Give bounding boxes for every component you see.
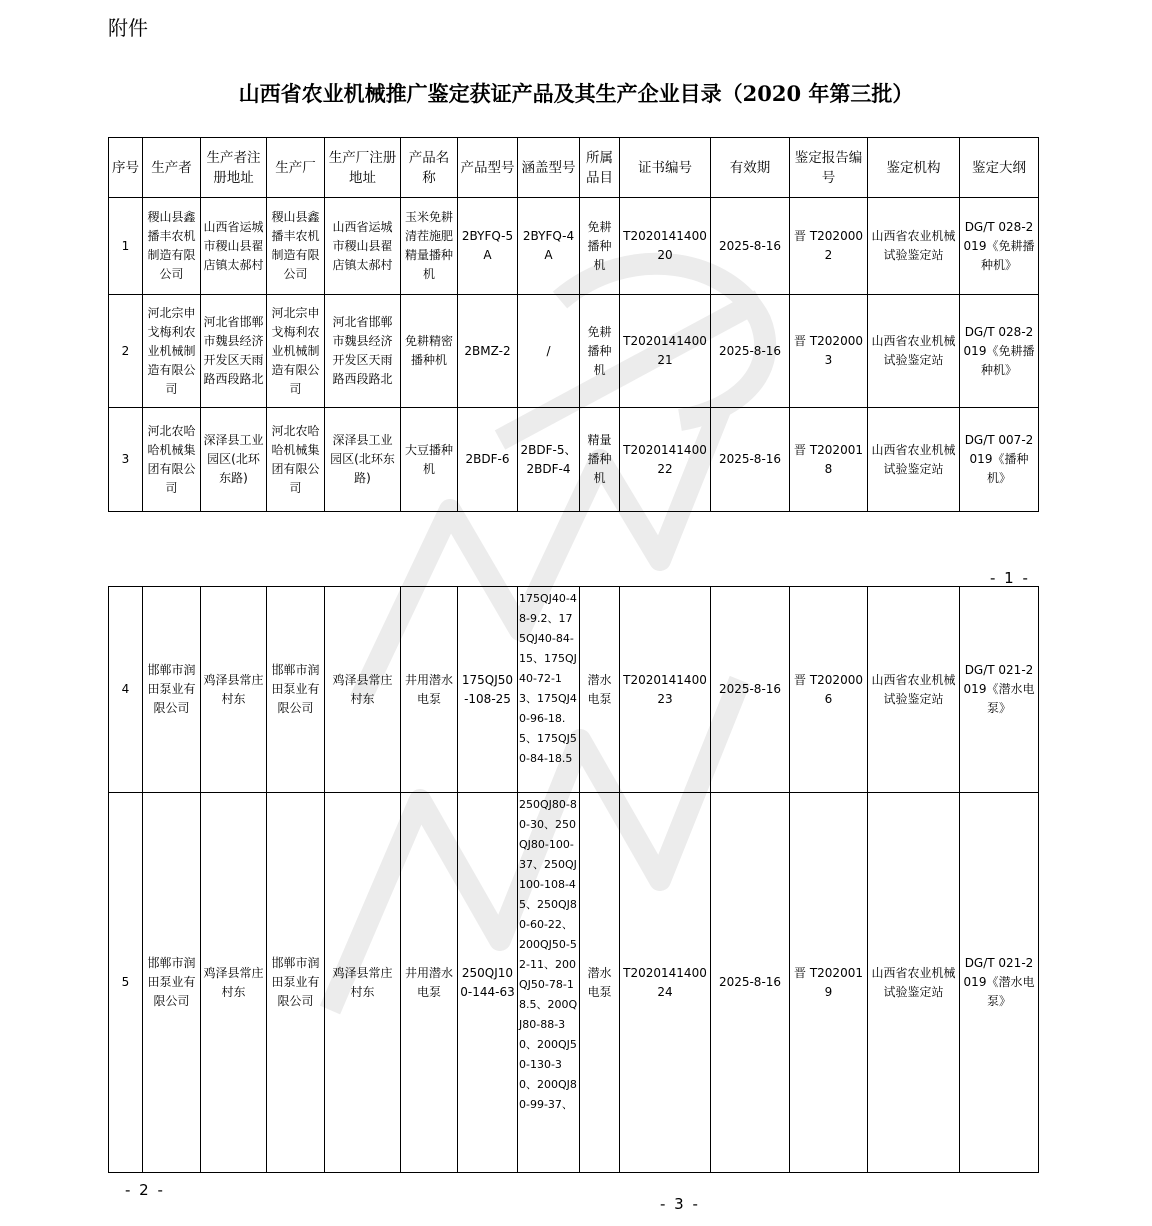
cell-report-no: 晋 T2020003 <box>790 295 868 408</box>
cell-report-no: 晋 T2020018 <box>790 408 868 512</box>
header-category: 所属品目 <box>580 138 620 198</box>
cell-report-no: 晋 T2020019 <box>790 793 868 1173</box>
table-row <box>109 793 1039 1173</box>
cell-producer-address: 鸡泽县常庄村东 <box>201 793 267 1173</box>
cell-institution: 山西省农业机械试验鉴定站 <box>868 587 960 793</box>
cell-producer-address: 河北省邯郸市魏县经济开发区天雨路西段路北 <box>201 295 267 408</box>
cell-product-name: 玉米免耕清茬施肥精量播种机 <box>401 198 458 295</box>
cell-covered-models: 250QJ80-80-30、250QJ80-100-37、250QJ100-108-45、250QJ80-60-22、200QJ50-52-11、200QJ50-78-18.5、200QJ80-88-30、200QJ50-130-30、200QJ80-99-37、 <box>518 793 580 1173</box>
table-row <box>109 198 1039 295</box>
cell-outline: DG/T 021-2019《潜水电泵》 <box>960 793 1039 1173</box>
page-number-3: - 3 - <box>660 1195 700 1213</box>
header-factory-address: 生产厂注册地址 <box>325 138 401 198</box>
cell-producer: 河北宗申戈梅利农业机械制造有限公司 <box>143 295 201 408</box>
cell-product-name: 大豆播种机 <box>401 408 458 512</box>
cell-institution: 山西省农业机械试验鉴定站 <box>868 793 960 1173</box>
cell-institution: 山西省农业机械试验鉴定站 <box>868 295 960 408</box>
cell-valid-until: 2025-8-16 <box>711 793 790 1173</box>
cell-factory-address: 河北省邯郸市魏县经济开发区天雨路西段路北 <box>325 295 401 408</box>
cell-covered-models: 175QJ40-48-9.2、175QJ40-84-15、175QJ40-72-13、175QJ40-96-18.5、175QJ50-84-18.5 <box>518 587 580 793</box>
page-number-2: - 2 - <box>125 1181 165 1199</box>
cell-valid-until: 2025-8-16 <box>711 587 790 793</box>
header-product-name: 产品名称 <box>401 138 458 198</box>
cell-factory-address: 鸡泽县常庄村东 <box>325 793 401 1173</box>
header-product-model: 产品型号 <box>458 138 518 198</box>
cell-certificate-no: T202014140024 <box>620 793 711 1173</box>
cell-product-model: 2BYFQ-5A <box>458 198 518 295</box>
cell-product-model: 2BMZ-2 <box>458 295 518 408</box>
cell-producer-address: 鸡泽县常庄村东 <box>201 587 267 793</box>
cell-producer-address: 山西省运城市稷山县翟店镇太郝村 <box>201 198 267 295</box>
table-row <box>109 295 1039 408</box>
cell-factory-address: 深泽县工业园区(北环东路) <box>325 408 401 512</box>
cell-category: 潜水电泵 <box>580 793 620 1173</box>
cell-certificate-no: T202014140022 <box>620 408 711 512</box>
cell-index: 4 <box>109 587 143 793</box>
attachment-label: 附件 <box>108 16 148 40</box>
cell-factory-address: 山西省运城市稷山县翟店镇太郝村 <box>325 198 401 295</box>
catalog-table-page2 <box>108 586 1039 1173</box>
cell-product-model: 250QJ100-144-63 <box>458 793 518 1173</box>
header-institution: 鉴定机构 <box>868 138 960 198</box>
cell-category: 潜水电泵 <box>580 587 620 793</box>
cell-product-model: 175QJ50-108-25 <box>458 587 518 793</box>
table-row <box>109 587 1039 793</box>
cell-valid-until: 2025-8-16 <box>711 408 790 512</box>
page-number-1: - 1 - <box>990 569 1030 587</box>
cell-product-name: 井用潜水电泵 <box>401 793 458 1173</box>
cell-factory: 邯郸市润田泵业有限公司 <box>267 793 325 1173</box>
cell-index: 1 <box>109 198 143 295</box>
cell-index: 2 <box>109 295 143 408</box>
header-report-no: 鉴定报告编号 <box>790 138 868 198</box>
header-valid-until: 有效期 <box>711 138 790 198</box>
table-header-row <box>109 138 1039 198</box>
cell-valid-until: 2025-8-16 <box>711 295 790 408</box>
cell-certificate-no: T202014140020 <box>620 198 711 295</box>
catalog-table-page1 <box>108 137 1039 512</box>
cell-outline: DG/T 028-2019《免耕播种机》 <box>960 295 1039 408</box>
cell-institution: 山西省农业机械试验鉴定站 <box>868 408 960 512</box>
cell-factory: 河北宗申戈梅利农业机械制造有限公司 <box>267 295 325 408</box>
cell-outline: DG/T 028-2019《免耕播种机》 <box>960 198 1039 295</box>
cell-covered-models: 2BYFQ-4A <box>518 198 580 295</box>
cell-producer: 稷山县鑫播丰农机制造有限公司 <box>143 198 201 295</box>
header-factory: 生产厂 <box>267 138 325 198</box>
header-covered-models: 涵盖型号 <box>518 138 580 198</box>
cell-certificate-no: T202014140023 <box>620 587 711 793</box>
cell-producer: 河北农哈哈机械集团有限公司 <box>143 408 201 512</box>
cell-index: 3 <box>109 408 143 512</box>
cell-factory: 河北农哈哈机械集团有限公司 <box>267 408 325 512</box>
cell-product-model: 2BDF-6 <box>458 408 518 512</box>
cell-institution: 山西省农业机械试验鉴定站 <box>868 198 960 295</box>
table-row <box>109 408 1039 512</box>
cell-report-no: 晋 T2020006 <box>790 587 868 793</box>
cell-index: 5 <box>109 793 143 1173</box>
cell-outline: DG/T 021-2019《潜水电泵》 <box>960 587 1039 793</box>
header-producer: 生产者 <box>143 138 201 198</box>
cell-factory: 邯郸市润田泵业有限公司 <box>267 587 325 793</box>
cell-covered-models: / <box>518 295 580 408</box>
document-title: 山西省农业机械推广鉴定获证产品及其生产企业目录（2020 年第三批） <box>238 81 914 106</box>
cell-valid-until: 2025-8-16 <box>711 198 790 295</box>
cell-outline: DG/T 007-2019《播种机》 <box>960 408 1039 512</box>
cell-covered-models: 2BDF-5、2BDF-4 <box>518 408 580 512</box>
cell-category: 免耕播种机 <box>580 295 620 408</box>
cell-factory: 稷山县鑫播丰农机制造有限公司 <box>267 198 325 295</box>
cell-factory-address: 鸡泽县常庄村东 <box>325 587 401 793</box>
cell-producer: 邯郸市润田泵业有限公司 <box>143 587 201 793</box>
cell-producer-address: 深泽县工业园区(北环东路) <box>201 408 267 512</box>
header-certificate-no: 证书编号 <box>620 138 711 198</box>
cell-report-no: 晋 T2020002 <box>790 198 868 295</box>
header-outline: 鉴定大纲 <box>960 138 1039 198</box>
cell-category: 免耕播种机 <box>580 198 620 295</box>
cell-product-name: 免耕精密播种机 <box>401 295 458 408</box>
header-producer-address: 生产者注册地址 <box>201 138 267 198</box>
header-index: 序号 <box>109 138 143 198</box>
cell-certificate-no: T202014140021 <box>620 295 711 408</box>
cell-category: 精量播种机 <box>580 408 620 512</box>
cell-producer: 邯郸市润田泵业有限公司 <box>143 793 201 1173</box>
cell-product-name: 井用潜水电泵 <box>401 587 458 793</box>
